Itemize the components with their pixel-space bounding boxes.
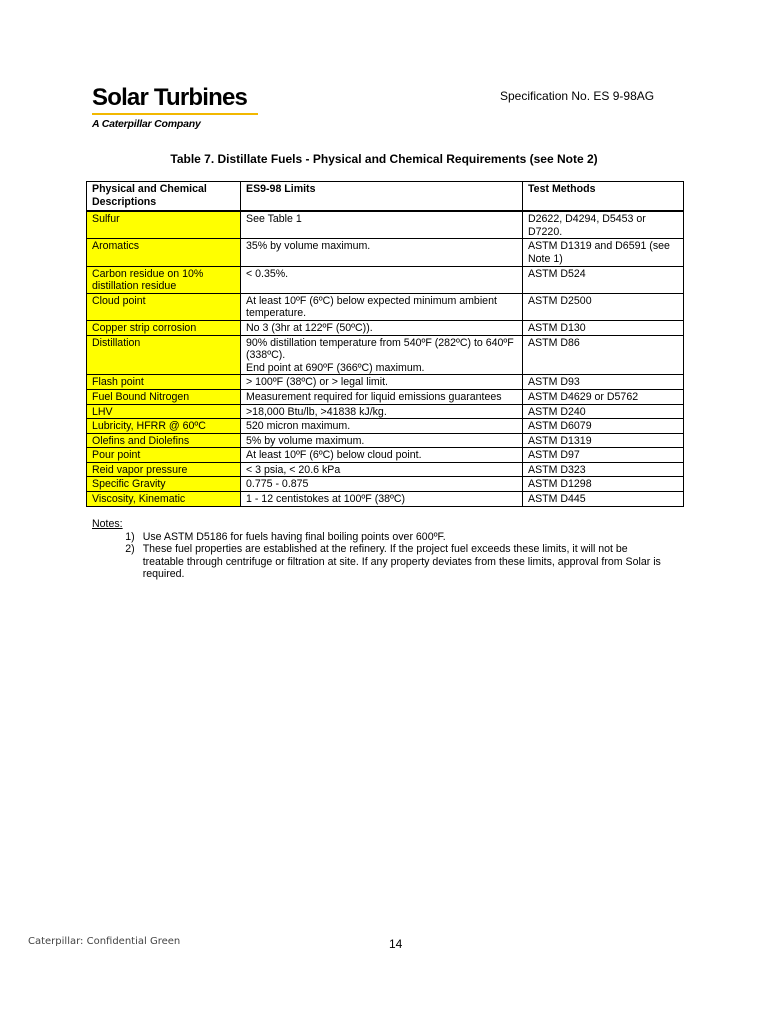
table-title: Table 7. Distillate Fuels - Physical and Chemical Requirements (see Note 2): [170, 152, 598, 166]
logo-rule: [92, 113, 258, 115]
row-limit: Measurement required for liquid emissions guarantees: [241, 389, 523, 404]
table-row: [87, 448, 684, 463]
row-description: Fuel Bound Nitrogen: [87, 389, 241, 404]
row-limit: At least 10ºF (6ºC) below cloud point.: [241, 448, 523, 463]
table-row: [87, 266, 684, 293]
row-limit: 1 - 12 centistokes at 100ºF (38ºC): [241, 492, 523, 507]
row-description: Olefins and Diolefins: [87, 433, 241, 448]
note-number: 2): [125, 543, 135, 556]
row-limit: See Table 1: [241, 211, 523, 239]
table-header-row: [87, 182, 684, 212]
table-row: [87, 492, 684, 507]
row-method: ASTM D1298: [523, 477, 684, 492]
row-description: Pour point: [87, 448, 241, 463]
row-limit: 520 micron maximum.: [241, 419, 523, 434]
page-number: 14: [389, 937, 403, 951]
row-description: Flash point: [87, 375, 241, 390]
table-row: [87, 389, 684, 404]
row-limit-line: 90% distillation temperature from 540ºF (282ºC) to 640ºF (338ºC).: [246, 336, 514, 362]
note-number: 1): [125, 530, 135, 543]
specification-number: Specification No. ES 9-98AG: [500, 89, 655, 103]
row-method: ASTM D97: [523, 448, 684, 463]
row-limit: 0.775 - 0.875: [241, 477, 523, 492]
note-text: Use ASTM D5186 for fuels having final boiling points over 600ºF.: [142, 530, 446, 543]
row-description: Aromatics: [87, 239, 241, 266]
row-method: ASTM D86: [523, 335, 684, 375]
table-row: [87, 293, 684, 320]
row-method: ASTM D240: [523, 404, 684, 419]
row-limit: [241, 335, 523, 375]
row-description: Lubricity, HFRR @ 60ºC: [87, 419, 241, 434]
row-method: D2622, D4294, D5453 or D7220.: [523, 211, 684, 239]
table-row: [87, 404, 684, 419]
table-row: [87, 320, 684, 335]
logo-tagline: A Caterpillar Company: [92, 118, 201, 130]
requirements-table: [86, 181, 684, 507]
notes-section: [91, 518, 671, 581]
row-description: Cloud point: [87, 293, 241, 320]
table-row: [87, 211, 684, 239]
row-description: LHV: [87, 404, 241, 419]
row-method: ASTM D4629 or D5762: [523, 389, 684, 404]
row-method: ASTM D6079: [523, 419, 684, 434]
row-description: Reid vapor pressure: [87, 462, 241, 477]
row-method: ASTM D2500: [523, 293, 684, 320]
row-method: ASTM D1319 and D6591 (see Note 1): [523, 239, 684, 266]
company-logo: [92, 85, 260, 130]
row-method: ASTM D524: [523, 266, 684, 293]
note-item: [91, 543, 671, 581]
row-description: Sulfur: [87, 211, 241, 239]
row-limit: < 0.35%.: [241, 266, 523, 293]
row-limit: At least 10ºF (6ºC) below expected minimum ambient temperature.: [241, 293, 523, 320]
row-description: Specific Gravity: [87, 477, 241, 492]
table-row: [87, 335, 684, 375]
table-row: [87, 419, 684, 434]
table-row: [87, 462, 684, 477]
note-item: [91, 531, 671, 544]
row-method: ASTM D93: [523, 375, 684, 390]
column-header-limits: ES9-98 Limits: [241, 182, 523, 212]
row-limit: 35% by volume maximum.: [241, 239, 523, 266]
notes-heading: Notes:: [92, 518, 123, 530]
note-text: These fuel properties are established at the refinery. If the project fuel exceeds these limits, it will not be treatable through centrifuge or filtration at site. If any property deviates from these limits, approval from Solar is required.: [142, 543, 661, 581]
logo-wordmark: Solar Turbines: [92, 84, 248, 111]
row-limit-line: End point at 690ºF (366ºC) maximum.: [246, 361, 425, 374]
row-description: Copper strip corrosion: [87, 320, 241, 335]
confidentiality-label: Caterpillar: Confidential Green: [28, 936, 181, 947]
row-method: ASTM D323: [523, 462, 684, 477]
table-row: [87, 375, 684, 390]
row-description: Carbon residue on 10% distillation residue: [87, 266, 241, 293]
row-limit: < 3 psia, < 20.6 kPa: [241, 462, 523, 477]
row-limit: 5% by volume maximum.: [241, 433, 523, 448]
row-description: Viscosity, Kinematic: [87, 492, 241, 507]
row-limit: >18,000 Btu/lb, >41838 kJ/kg.: [241, 404, 523, 419]
column-header-methods: Test Methods: [523, 182, 684, 212]
row-method: ASTM D130: [523, 320, 684, 335]
table-row: [87, 433, 684, 448]
table-row: [87, 477, 684, 492]
row-method: ASTM D445: [523, 492, 684, 507]
row-limit: No 3 (3hr at 122ºF (50ºC)).: [241, 320, 523, 335]
row-description: Distillation: [87, 335, 241, 375]
table-row: [87, 239, 684, 266]
row-limit: > 100ºF (38ºC) or > legal limit.: [241, 375, 523, 390]
row-method: ASTM D1319: [523, 433, 684, 448]
column-header-description: Physical and Chemical Descriptions: [87, 182, 241, 212]
